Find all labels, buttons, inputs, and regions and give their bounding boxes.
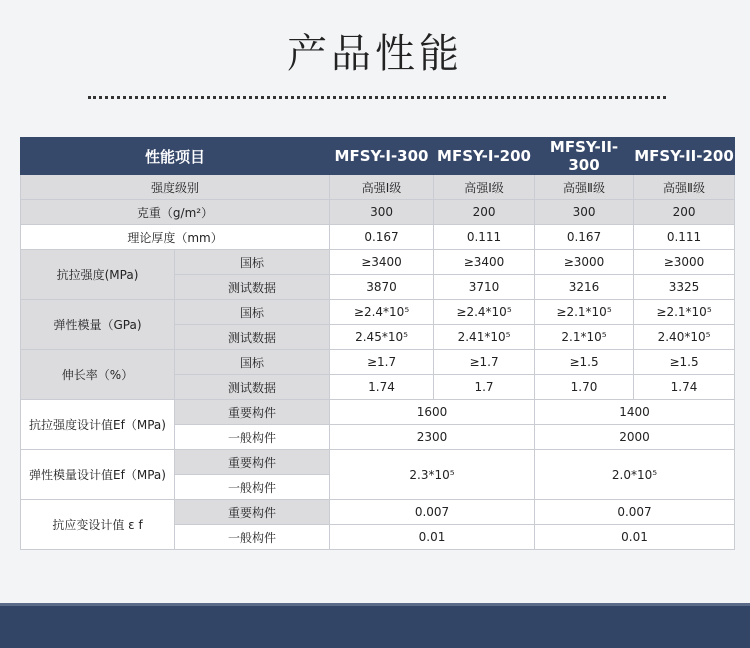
thickness-v1: 0.167 [330, 225, 434, 250]
footer-band [0, 603, 750, 648]
design-modulus-b: 2.0*10⁵ [535, 450, 735, 500]
tensile-test-v2: 3710 [434, 275, 535, 300]
thickness-v3: 0.167 [535, 225, 634, 250]
grade-v3: 高强Ⅱ级 [535, 175, 634, 200]
header-col1: MFSY-I-300 [330, 138, 434, 175]
elongation-std-v4: ≥1.5 [634, 350, 735, 375]
thickness-v2: 0.111 [434, 225, 535, 250]
design-strain-r2-b: 0.01 [535, 525, 735, 550]
tensile-std-v2: ≥3400 [434, 250, 535, 275]
design-modulus-label: 弹性模量设计值Ef（MPa) [21, 450, 175, 500]
elongation-std-label: 国标 [175, 350, 330, 375]
modulus-test-label: 测试数据 [175, 325, 330, 350]
tensile-std-v4: ≥3000 [634, 250, 735, 275]
design-strength-r2-b: 2000 [535, 425, 735, 450]
modulus-std-v2: ≥2.4*10⁵ [434, 300, 535, 325]
grade-label: 强度级别 [21, 175, 330, 200]
table-row [21, 225, 735, 250]
dotted-divider [88, 96, 666, 99]
tensile-test-v4: 3325 [634, 275, 735, 300]
tensile-label: 抗拉强度(MPa) [21, 250, 175, 300]
modulus-std-v4: ≥2.1*10⁵ [634, 300, 735, 325]
grade-v4: 高强Ⅱ级 [634, 175, 735, 200]
table-header-row [21, 138, 735, 175]
design-modulus-a: 2.3*10⁵ [330, 450, 535, 500]
elongation-test-v2: 1.7 [434, 375, 535, 400]
table-row [21, 175, 735, 200]
thickness-label: 理论厚度（mm） [21, 225, 330, 250]
design-modulus-r2-label: 一般构件 [175, 475, 330, 500]
design-strain-r1-label: 重要构件 [175, 500, 330, 525]
modulus-std-v3: ≥2.1*10⁵ [535, 300, 634, 325]
modulus-std-label: 国标 [175, 300, 330, 325]
elongation-std-v1: ≥1.7 [330, 350, 434, 375]
modulus-test-v1: 2.45*10⁵ [330, 325, 434, 350]
page-title: 产品性能 [287, 31, 463, 77]
design-strength-r1-b: 1400 [535, 400, 735, 425]
weight-v4: 200 [634, 200, 735, 225]
table-row [21, 200, 735, 225]
design-strain-label: 抗应变设计值 ε f [21, 500, 175, 550]
design-strength-r1-a: 1600 [330, 400, 535, 425]
weight-v2: 200 [434, 200, 535, 225]
weight-label: 克重（g/m²） [21, 200, 330, 225]
tensile-std-v3: ≥3000 [535, 250, 634, 275]
design-strength-r2-label: 一般构件 [175, 425, 330, 450]
tensile-std-label: 国标 [175, 250, 330, 275]
elongation-test-v3: 1.70 [535, 375, 634, 400]
footer-accent-line [0, 603, 750, 606]
elongation-std-v3: ≥1.5 [535, 350, 634, 375]
design-strain-r1-a: 0.007 [330, 500, 535, 525]
weight-v1: 300 [330, 200, 434, 225]
tensile-test-v1: 3870 [330, 275, 434, 300]
table-row [21, 400, 735, 425]
tensile-std-v1: ≥3400 [330, 250, 434, 275]
grade-v1: 高强Ⅰ级 [330, 175, 434, 200]
grade-v2: 高强Ⅰ级 [434, 175, 535, 200]
tensile-test-v3: 3216 [535, 275, 634, 300]
elongation-test-v1: 1.74 [330, 375, 434, 400]
elongation-std-v2: ≥1.7 [434, 350, 535, 375]
table-row [21, 300, 735, 325]
header-item: 性能项目 [21, 138, 330, 175]
weight-v3: 300 [535, 200, 634, 225]
thickness-v4: 0.111 [634, 225, 735, 250]
modulus-test-v2: 2.41*10⁵ [434, 325, 535, 350]
design-strength-r2-a: 2300 [330, 425, 535, 450]
elongation-label: 伸长率（%） [21, 350, 175, 400]
table-row [21, 350, 735, 375]
modulus-label: 弹性模量（GPa) [21, 300, 175, 350]
design-strain-r1-b: 0.007 [535, 500, 735, 525]
performance-table [20, 137, 735, 550]
tensile-test-label: 测试数据 [175, 275, 330, 300]
table-row [21, 500, 735, 525]
elongation-test-v4: 1.74 [634, 375, 735, 400]
design-modulus-r1-label: 重要构件 [175, 450, 330, 475]
modulus-std-v1: ≥2.4*10⁵ [330, 300, 434, 325]
design-strain-r2-a: 0.01 [330, 525, 535, 550]
elongation-test-label: 测试数据 [175, 375, 330, 400]
design-strength-r1-label: 重要构件 [175, 400, 330, 425]
modulus-test-v4: 2.40*10⁵ [634, 325, 735, 350]
modulus-test-v3: 2.1*10⁵ [535, 325, 634, 350]
header-col4: MFSY-II-200 [634, 138, 735, 175]
design-strength-label: 抗拉强度设计值Ef（MPa) [21, 400, 175, 450]
header-col2: MFSY-I-200 [434, 138, 535, 175]
table-row [21, 450, 735, 475]
design-strain-r2-label: 一般构件 [175, 525, 330, 550]
header-col3: MFSY-II-300 [535, 138, 634, 175]
table-row [21, 250, 735, 275]
